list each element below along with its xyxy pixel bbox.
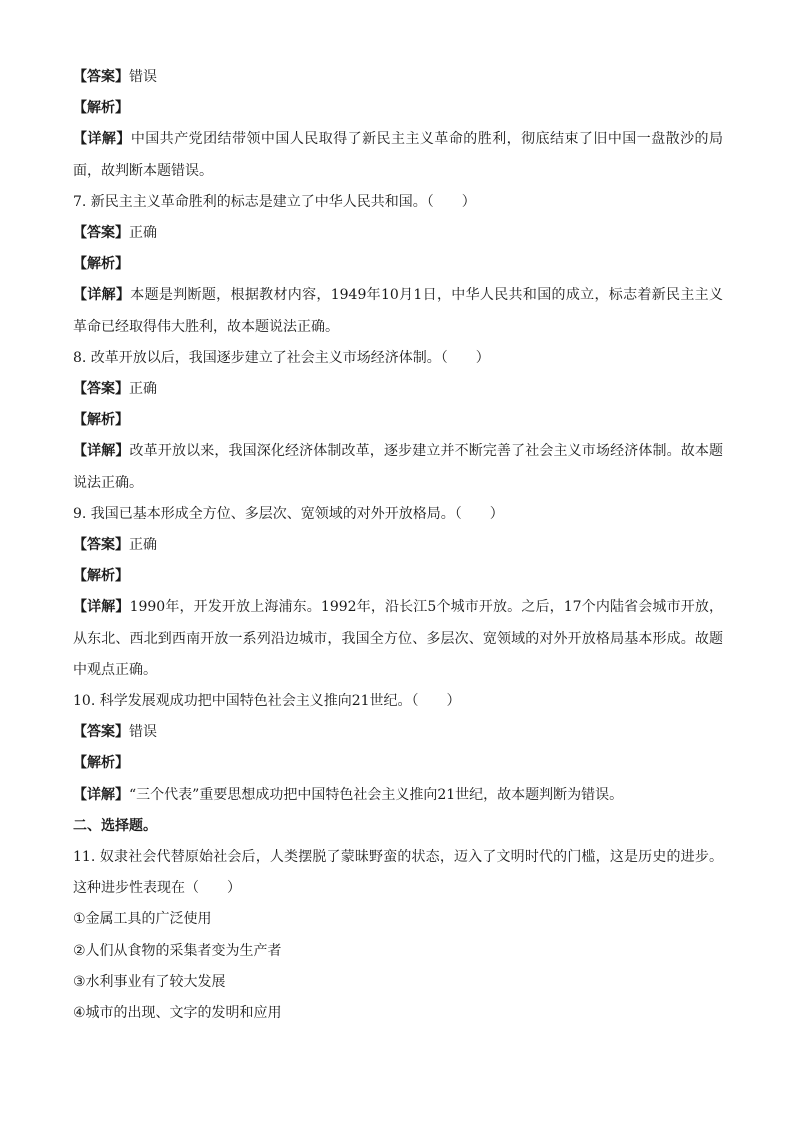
question-9: 9. 我国已基本形成全方位、多层次、宽领域的对外开放格局。（ ） xyxy=(73,505,504,522)
detail-tag: 【详解】 xyxy=(73,131,131,148)
analysis-tag: 【解析】 xyxy=(73,100,129,117)
option-1: ①金属工具的广泛使用 xyxy=(73,911,212,928)
answer-text: 错误 xyxy=(129,69,157,85)
answer-text: 正确 xyxy=(129,225,157,242)
detail-text: 本题是判断题，根据教材内容，1949年10月1日，中华人民共和国的成立，标志着新民主主义革命已经取得伟大胜利，故本题说法正确。 xyxy=(73,287,724,335)
question-7: 7. 新民主主义革命胜利的标志是建立了中华人民共和国。（ ） xyxy=(73,193,476,210)
answer-line xyxy=(73,530,723,561)
answer-tag: 【答案】 xyxy=(73,69,129,85)
analysis-line xyxy=(73,748,723,779)
section-heading: 二、选择题。 xyxy=(73,817,157,834)
answer-tag: 【答案】 xyxy=(73,724,129,741)
question-11: 11. 奴隶社会代替原始社会后，人类摆脱了蒙昧野蛮的状态，迈入了文明时代的门槛，这是历史的进步。这种进步性表现在（ ） xyxy=(73,849,723,897)
question-8: 8. 改革开放以后，我国逐步建立了社会主义市场经济体制。（ ） xyxy=(73,349,490,366)
detail-paragraph xyxy=(73,124,723,186)
analysis-tag: 【解析】 xyxy=(73,568,129,585)
detail-text: 改革开放以来，我国深化经济体制改革，逐步建立并不断完善了社会主义市场经济体制。故本题说法正确。 xyxy=(73,443,724,491)
analysis-tag: 【解析】 xyxy=(73,755,129,772)
detail-text: 中国共产党团结带领中国人民取得了新民主主义革命的胜利，彻底结束了旧中国一盘散沙的局面，故判断本题错误。 xyxy=(73,131,724,179)
question-10: 10. 科学发展观成功把中国特色社会主义推向21世纪。（ ） xyxy=(73,693,461,710)
analysis-line xyxy=(73,561,723,592)
answer-text: 正确 xyxy=(129,537,157,554)
detail-tag: 【详解】 xyxy=(73,443,130,460)
answer-line xyxy=(73,374,723,405)
option-3: ③水利事业有了较大发展 xyxy=(73,973,226,990)
detail-text: 1990年，开发开放上海浦东。1992年，沿长江5个城市开放。之后，17个内陆省会城市开放，从东北、西北到西南开放一系列沿边城市，我国全方位、多层次、宽领域的对外开放格局基本形成。故题中观点正确。 xyxy=(73,599,723,678)
answer-line xyxy=(73,717,723,748)
analysis-tag: 【解析】 xyxy=(73,412,129,429)
option-2: ②人们从食物的采集者变为生产者 xyxy=(73,942,282,959)
document-page xyxy=(73,62,723,1029)
detail-paragraph xyxy=(73,280,723,342)
detail-paragraph xyxy=(73,592,723,686)
analysis-line xyxy=(73,249,723,280)
answer-tag: 【答案】 xyxy=(73,225,129,242)
answer-tag: 【答案】 xyxy=(73,537,129,554)
answer-line xyxy=(73,62,723,93)
analysis-line xyxy=(73,405,723,436)
detail-paragraph xyxy=(73,780,723,811)
detail-text: “三个代表”重要思想成功把中国特色社会主义推向21世纪，故本题判断为错误。 xyxy=(129,786,624,803)
detail-tag: 【详解】 xyxy=(73,287,131,304)
analysis-line xyxy=(73,93,723,124)
answer-text: 错误 xyxy=(129,724,157,741)
answer-text: 正确 xyxy=(129,381,157,398)
detail-tag: 【详解】 xyxy=(73,786,129,803)
answer-tag: 【答案】 xyxy=(73,381,129,398)
analysis-tag: 【解析】 xyxy=(73,256,129,273)
option-4: ④城市的出现、文字的发明和应用 xyxy=(73,1005,282,1022)
answer-line xyxy=(73,218,723,249)
detail-paragraph xyxy=(73,436,723,498)
detail-tag: 【详解】 xyxy=(73,599,130,616)
